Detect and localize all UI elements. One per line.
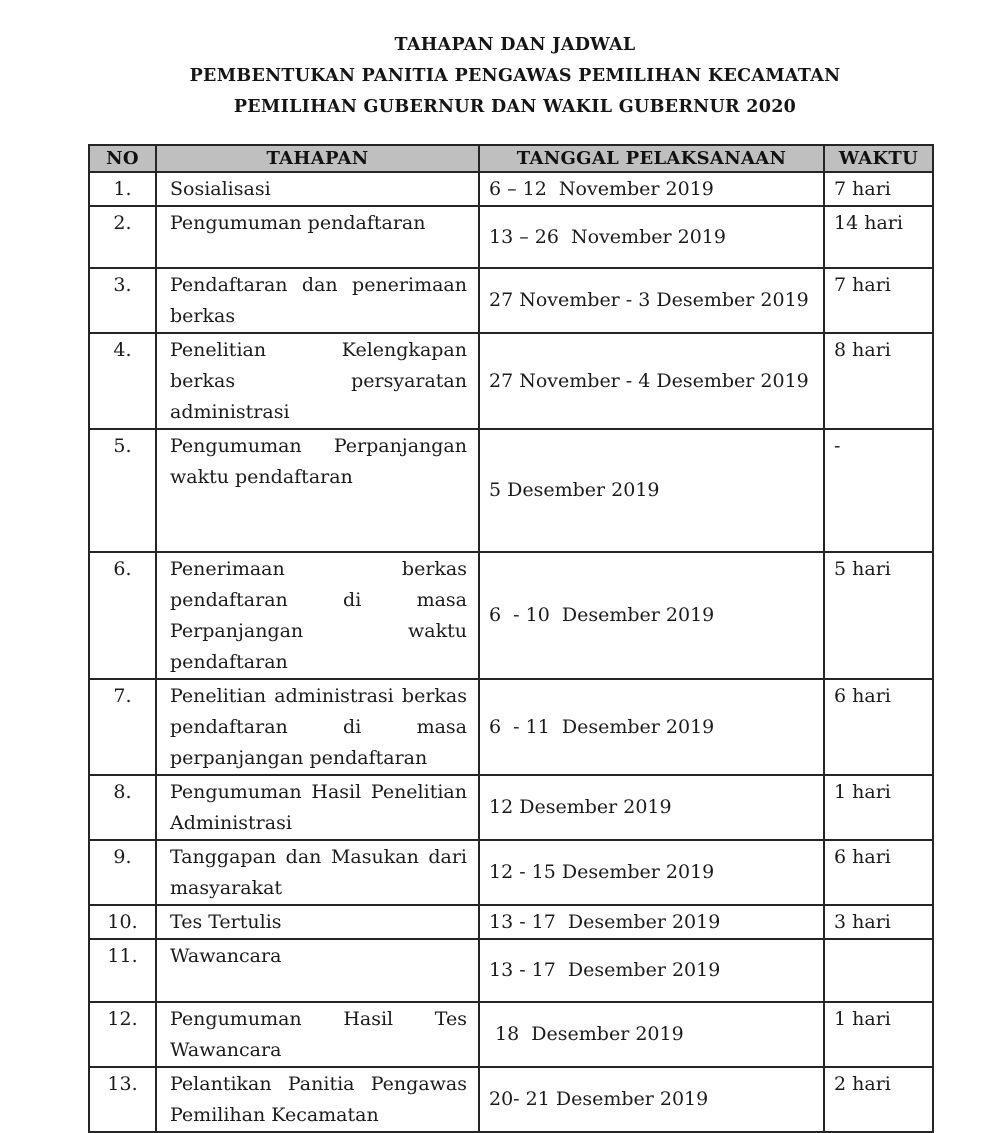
- cell-no: 8.: [89, 775, 156, 840]
- cell-no: 6.: [89, 552, 156, 679]
- cell-tahapan: Pelantikan Panitia Pengawas Pemilihan Kecamatan: [156, 1067, 479, 1132]
- table-row: [89, 429, 933, 552]
- table-row: [89, 840, 933, 905]
- cell-no: 9.: [89, 840, 156, 905]
- cell-tahapan: Pengumuman Hasil Tes Wawancara: [156, 1002, 479, 1067]
- cell-tanggal: 6 - 10 Desember 2019: [479, 552, 824, 679]
- cell-tanggal: 27 November - 3 Desember 2019: [479, 268, 824, 333]
- table-row: [89, 905, 933, 939]
- cell-no: 10.: [89, 905, 156, 939]
- cell-waktu: 6 hari: [824, 840, 933, 905]
- cell-waktu: 7 hari: [824, 268, 933, 333]
- cell-tahapan: Pengumuman Hasil Penelitian Administrasi: [156, 775, 479, 840]
- cell-waktu: 8 hari: [824, 333, 933, 429]
- header-tanggal-pelaksanaan: TANGGAL PELAKSANAAN: [479, 145, 824, 172]
- cell-tanggal: 12 Desember 2019: [479, 775, 824, 840]
- header-waktu: WAKTU: [824, 145, 933, 172]
- cell-tahapan: Tanggapan dan Masukan dari masyarakat: [156, 840, 479, 905]
- cell-tahapan: Pendaftaran dan penerimaan berkas: [156, 268, 479, 333]
- cell-no: 12.: [89, 1002, 156, 1067]
- cell-no: 7.: [89, 679, 156, 775]
- cell-waktu: 14 hari: [824, 206, 933, 268]
- table-body: [89, 172, 933, 1132]
- cell-tanggal: 6 - 11 Desember 2019: [479, 679, 824, 775]
- cell-waktu: 7 hari: [824, 172, 933, 206]
- cell-no: 3.: [89, 268, 156, 333]
- cell-no: 2.: [89, 206, 156, 268]
- table-row: [89, 206, 933, 268]
- cell-waktu: 3 hari: [824, 905, 933, 939]
- cell-tahapan: Penelitian administrasi berkas pendaftaran di masa perpanjangan pendaftaran: [156, 679, 479, 775]
- table-row: [89, 172, 933, 206]
- cell-tahapan: Pengumuman pendaftaran: [156, 206, 479, 268]
- cell-tahapan: Pengumuman Perpanjangan waktu pendaftaran: [156, 429, 479, 552]
- cell-tanggal: 27 November - 4 Desember 2019: [479, 333, 824, 429]
- page-title: [88, 30, 942, 123]
- page-title-line-3: PEMILIHAN GUBERNUR DAN WAKIL GUBERNUR 2020: [233, 97, 797, 117]
- cell-waktu: 2 hari: [824, 1067, 933, 1132]
- table-row: [89, 939, 933, 1002]
- table-row: [89, 552, 933, 679]
- cell-tanggal: 13 - 17 Desember 2019: [479, 939, 824, 1002]
- table-row: [89, 679, 933, 775]
- table-header-row: [89, 145, 933, 172]
- cell-no: 1.: [89, 172, 156, 206]
- cell-no: 4.: [89, 333, 156, 429]
- cell-tanggal: 5 Desember 2019: [479, 429, 824, 552]
- table-row: [89, 268, 933, 333]
- cell-tanggal: 18 Desember 2019: [479, 1002, 824, 1067]
- cell-tahapan: Wawancara: [156, 939, 479, 1002]
- cell-no: 5.: [89, 429, 156, 552]
- cell-tanggal: 20- 21 Desember 2019: [479, 1067, 824, 1132]
- cell-no: 11.: [89, 939, 156, 1002]
- header-no: NO: [89, 145, 156, 172]
- cell-tanggal: 13 - 17 Desember 2019: [479, 905, 824, 939]
- cell-waktu: 6 hari: [824, 679, 933, 775]
- cell-tahapan: Penelitian Kelengkapan berkas persyaratan administrasi: [156, 333, 479, 429]
- cell-tanggal: 13 – 26 November 2019: [479, 206, 824, 268]
- cell-tanggal: 6 – 12 November 2019: [479, 172, 824, 206]
- table-row: [89, 333, 933, 429]
- schedule-table: [88, 144, 934, 1133]
- cell-waktu: -: [824, 429, 933, 552]
- cell-tanggal: 12 - 15 Desember 2019: [479, 840, 824, 905]
- table-row: [89, 1067, 933, 1132]
- cell-waktu: 1 hari: [824, 1002, 933, 1067]
- cell-waktu: [824, 939, 933, 1002]
- table-row: [89, 775, 933, 840]
- header-tahapan: TAHAPAN: [156, 145, 479, 172]
- cell-tahapan: Penerimaan berkas pendaftaran di masa Perpanjangan waktu pendaftaran: [156, 552, 479, 679]
- table-row: [89, 1002, 933, 1067]
- cell-tahapan: Tes Tertulis: [156, 905, 479, 939]
- cell-tahapan: Sosialisasi: [156, 172, 479, 206]
- page-title-line-2: PEMBENTUKAN PANITIA PENGAWAS PEMILIHAN KECAMATAN: [189, 66, 841, 86]
- cell-no: 13.: [89, 1067, 156, 1132]
- cell-waktu: 5 hari: [824, 552, 933, 679]
- cell-waktu: 1 hari: [824, 775, 933, 840]
- page-title-line-1: TAHAPAN DAN JADWAL: [394, 35, 636, 55]
